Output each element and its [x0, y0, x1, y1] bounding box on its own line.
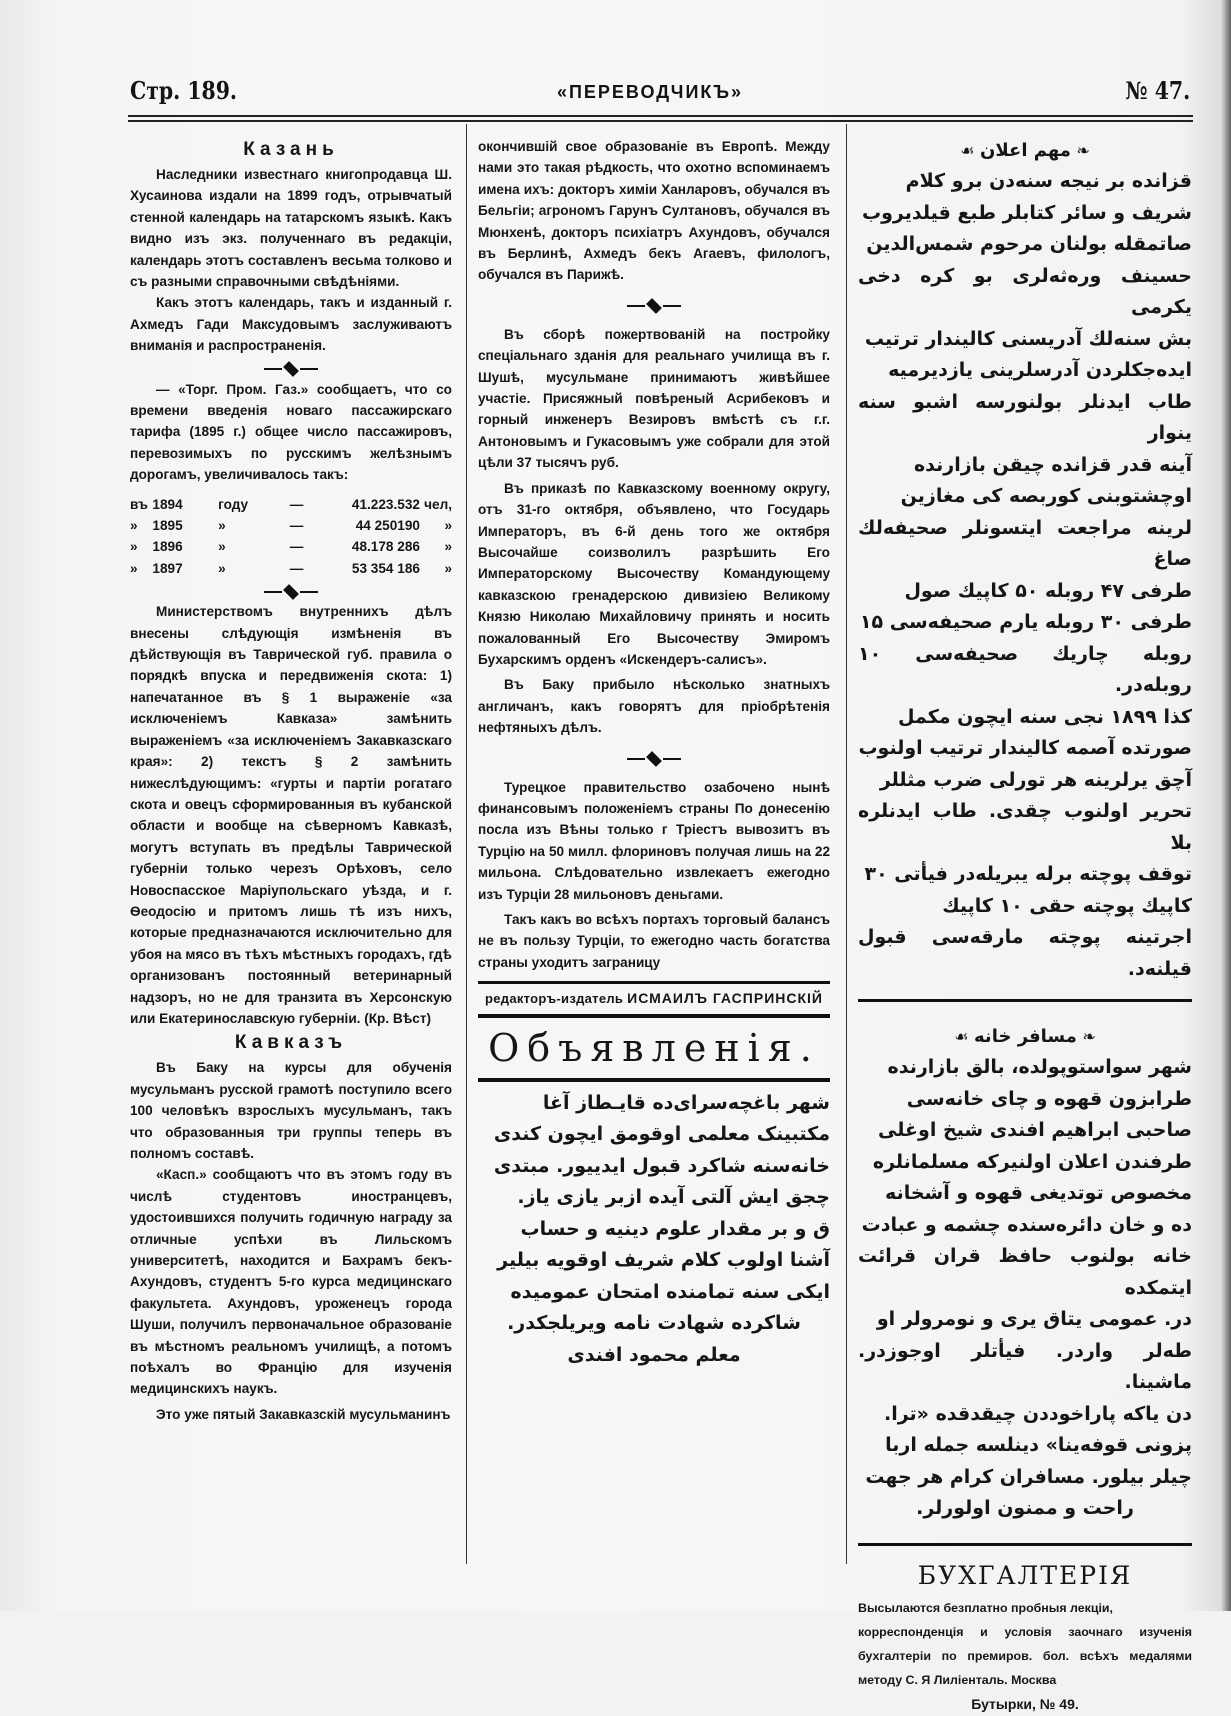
paragraph-continuation: окончившій свое образованіе въ Европѣ. Между нами это такая рѣдкость, что охотно вспоминаемъ имена ихъ: докторъ химіи Ханларовъ, обучался въ Бельгіи; агрономъ Гарунъ Султановъ, обучался въ Мюнхенѣ, докторъ психіатръ Ахундовъ, обучался въ Берлинѣ, Ахмедъ бекъ Агаевъ, филологъ, обучался въ Парижѣ.: [478, 139, 830, 283]
arabic-notice-calendar: [858, 136, 1192, 985]
section-heading-kazan: Казань: [243, 139, 339, 160]
notice-heading-text: مهم اعلان: [980, 140, 1071, 161]
arabic-line: صورتده آصمه کالیندار ترتیب اولنوب: [858, 737, 1192, 759]
arabic-line: کاپیك پوچته حقی ۱۰ کاپیك: [942, 894, 1192, 917]
arabic-line: صاتمقله بولنان مرحوم شمس‌الدین: [866, 233, 1192, 255]
editor-label: редакторъ-издатель: [485, 991, 624, 1007]
masthead-rule-top: [128, 115, 1193, 117]
stats-lead: »: [130, 560, 138, 576]
paragraph: «Касп.» сообщаютъ что въ этомъ году въ числѣ студентовъ иностранцевъ, удостоившихся получить годичную награду за отличные успѣхи въ Лильскомъ университетѣ, находится и Бахрамъ бекъ-Ахундовъ, студентъ 5-го курса медицинскаго факультета. Ахундовъ, уроженецъ города Шуши, получилъ первоначальное образованіе въ мѣстномъ реальномъ училищѣ, а потомъ поѣхалъ во Францію для изученія медицинскихъ наукъ.: [130, 1167, 452, 1397]
stats-lead: »: [130, 518, 138, 534]
arabic-line: صاحبی ابراهیم افندی شیخ اوغلی: [878, 1119, 1192, 1141]
arabic-line: حسینف وره‌ثه‌لری بو کره دخی یکرمی: [858, 264, 1192, 318]
stats-unit: »: [218, 560, 226, 576]
arabic-line: مخصوص توتدیغی قهوه و آشخانه: [885, 1182, 1192, 1204]
stats-year: 1894: [152, 496, 183, 512]
ad-text: Высылаются безплатно пробныя лекціи,: [858, 1600, 1113, 1615]
stats-lead: въ: [130, 496, 148, 512]
column-divider-right: [846, 124, 847, 1564]
notice-heading: [858, 136, 1192, 166]
paragraph: Турецкое правительство озабочено нынѣ финансовымъ положеніемъ страны По донесенію посла изъ Вѣны только г Тріестъ вывозитъ въ Турцію на 50 милл. флориновъ получая лишь на 22 мильона. Слѣдовательно извлекаетъ ежегодно изъ Турціи 28 мильоновъ деньгами.: [478, 779, 830, 902]
arabic-line: شهر سواستوپولده، بالق بازارنده: [887, 1056, 1192, 1078]
ornament-icon: ☙: [960, 141, 981, 160]
ornament-divider: [130, 357, 452, 379]
article-kazan: [130, 136, 452, 357]
notice-heading-text: مسافر خانه: [974, 1026, 1077, 1047]
paragraph: — «Торг. Пром. Газ.» сообщаетъ, что со времени введенія новаго пассажирскаго тарифа (1895 г.) общее число пассажировъ, перевозимыхъ по русскимъ желѣзнымъ дорогамъ, увеличивалось такъ:: [130, 381, 452, 483]
paragraph: Какъ этотъ календарь, такъ и изданный г. Ахмедъ Гади Максудовымъ заслуживаютъ вниманія и распространенія.: [130, 295, 452, 354]
scan-edge-shadow: [1221, 0, 1231, 1611]
stats-dash: —: [289, 539, 304, 555]
stats-year: 1896: [152, 539, 183, 555]
column-divider-left: [466, 124, 467, 1564]
newspaper-title: «ПЕРЕВОДЧИКЪ»: [556, 82, 744, 102]
arabic-line: ایده‌جکلردن آدرسلرینی یازدیرمیه: [888, 359, 1192, 381]
stats-dash: —: [289, 518, 304, 534]
stats-value: 48.178 286: [351, 539, 420, 555]
arabic-line: ق و بر مقدار علوم دینیه و حساب: [520, 1217, 830, 1240]
rule: [858, 999, 1192, 1002]
arabic-line: تحریر اولنوب چقدی. طاب ایدنلره بلا: [858, 800, 1192, 854]
arabic-line: مکتبینک معلمی اوقومق ایچون کندی: [493, 1123, 830, 1146]
paragraph: Въ Баку на курсы для обученія мусульманъ русской грамотѣ поступило всего 100 человѣкъ взрослыхъ мусульманъ, такъ что образованныя три группы теперь въ полномъ составѣ.: [130, 1060, 452, 1161]
ornament-icon: ❧: [1070, 141, 1090, 160]
stats-row: [130, 515, 452, 536]
stats-value: 53 354 186: [351, 560, 420, 576]
stats-value: 44 250190: [355, 518, 420, 534]
arabic-line: شریف و سائر کتابلر طبع قیلدیروب: [862, 201, 1192, 224]
rule: [858, 1543, 1192, 1546]
rule: [478, 1078, 830, 1082]
arabic-line: طرابزون قهوه و چای خانه‌سی: [906, 1087, 1192, 1110]
arabic-line: بش سنه‌لك آدریسنی کالیندار ترتیب: [864, 327, 1192, 350]
stats-unit: году: [218, 496, 249, 512]
page-number: Стр. 189.: [130, 76, 238, 105]
arabic-notice-inn: [858, 1022, 1192, 1525]
rule: [478, 981, 830, 984]
article-ministry: [130, 601, 452, 1029]
arabic-line: طرفندن اعلان اولنیرکه مسلمانلره: [872, 1150, 1192, 1173]
arabic-line: چیلر بیلور. مسافران کرام هر جهت: [865, 1465, 1192, 1488]
paragraph: Въ сборѣ пожертвованій на постройку спеціальнаго зданія для реальнаго училища въ г. Шушѣ, мусульмане принимаютъ живѣйшее участіе. Присяжный повѣреный Асрибековъ и горный инженеръ Везировъ вмѣстѣ съ г.г. Антоновымъ и Гукасовымъ уже собрали для этой цѣли 37 тысячъ руб.: [478, 326, 830, 471]
arabic-line: کذا ۱۸۹۹ نجی سنه ایچون مکمل: [898, 705, 1192, 728]
stats-unit: »: [218, 518, 226, 534]
arabic-line: طرفی ۳۰ روبله یارم صحیفه‌سی ۱۵: [859, 611, 1192, 633]
arabic-line: اجرتینه پوچته مارقه‌سی قبول قیلنه‌د.: [858, 926, 1192, 980]
paragraph: Такъ какъ во всѣхъ портахъ торговый балансъ не въ пользу Турціи, то ежегодно часть богатства страны уходитъ заграницу: [478, 912, 830, 970]
stats-value: 41.223.532: [351, 496, 420, 512]
arabic-line: ایکی سنه تمامنده امتحان عمومیده: [510, 1280, 830, 1303]
arabic-line: چجق ایش آلتی آیده ازبر یازی یاز.: [517, 1186, 830, 1209]
stats-suffix: »: [444, 539, 452, 555]
ornament-divider: [130, 579, 452, 601]
arabic-line: خانه بولنوب حافظ قران قرائت ایتمکده: [858, 1245, 1192, 1299]
notice-heading: [858, 1022, 1192, 1052]
rule: [478, 1014, 830, 1018]
issue-number: № 47.: [1125, 76, 1190, 105]
arabic-line: خانه‌سنه شاکرد قبول ایدییور. مبتدی: [493, 1154, 830, 1177]
stats-row: [130, 558, 452, 579]
masthead-rule-bottom: [128, 120, 1193, 122]
ad-address: Бутырки, № 49.: [971, 1695, 1079, 1712]
arabic-line: طرفی ۴۷ روبله ۵۰ کاپیك صول: [904, 579, 1192, 602]
ad-text: корреспонденція и условія заочнаго изученія бухгалтеріи по премиров. бол. всѣхъ медалями методу С. Я Лиліенталь. Москва: [858, 1624, 1192, 1687]
arabic-line: پزونی قوفه‌ینا» دینلسه جمله اربا: [885, 1434, 1192, 1456]
stats-dash: —: [289, 560, 304, 576]
stats-row: [130, 536, 452, 557]
arabic-line: اوچشتوبنی کوربصه کی مغازین: [900, 485, 1192, 507]
stats-suffix: »: [444, 518, 452, 534]
ornament-divider: [478, 747, 830, 769]
arabic-line: قزانده بر نیجه سنه‌دن برو کلام: [905, 170, 1192, 192]
arabic-line: دن یاکه پاراخوددن چیقدقده «ترا.: [884, 1402, 1192, 1425]
stats-year: 1897: [152, 560, 183, 576]
ornament-icon: ❧: [1076, 1027, 1096, 1046]
ornament-divider: [478, 294, 830, 316]
arabic-line: آشنا اولوب کلام شریف اوقویه بیلیر: [497, 1249, 830, 1272]
column-middle: [478, 136, 830, 1371]
stats-unit: »: [218, 539, 226, 555]
arabic-line: راحت و ممنون اولورلر.: [916, 1497, 1134, 1519]
paragraph: Въ Баку прибыло нѣсколько знатныхъ англичанъ, какъ говорятъ для пріобрѣтенія нефтяныхъ дѣлъ.: [478, 677, 830, 736]
arabic-line: در. عمومی یتاق یری و نومرولر او: [876, 1308, 1192, 1330]
arabic-advertisement: [478, 1088, 830, 1372]
column-right: [858, 136, 1192, 1716]
arabic-line: شاکرده شهادت نامه ویریلجکدر.: [507, 1312, 801, 1335]
paragraph: Министерствомъ внутреннихъ дѣлъ внесены слѣдующія измѣненія въ дѣйствующія въ Таврической губ. правила о порядкѣ впуска и передвиженія скота: 1) напечатанное въ § 1 выраженіе «за исключеніемъ Кавказа» замѣнить выраженіемъ «за исключеніемъ Закавказскаго края»: 2) текстъ § 2 замѣнить нижеслѣдующимъ: «гурты и партіи рогатаго скота и овецъ сформированныя въ кубанской области и вообще на сѣверномъ Кавказѣ, могутъ вступать въ предѣлы Таврической губерніи только черезъ Орѣховъ, село Новоспасское Маріупольскаго уѣзда, и г. Ѳеодосію и притомъ лишь тѣ изъ нихъ, которые предназначаются исключительно для убоя на мясо въ тѣхъ мѣстныхъ городахъ, гдѣ организованъ постоянный ветеринарный надзоръ, но не для транзита въ Херсонскую или Екатеринославскую губерніи. (Кр. Вѣст): [130, 604, 452, 1026]
arabic-line: آینه قدر قزانده چیقن بازارنده: [913, 453, 1192, 476]
arabic-line: توقف پوچته برله یبریله‌در فیأتی ۳۰: [864, 863, 1192, 885]
stats-lead: »: [130, 539, 138, 555]
arabic-line: آچق یرلرینه هر تورلی ضرب مثللر: [879, 768, 1192, 791]
arabic-line: روبله چاریك صحیفه‌سی ۱۰ روبله‌در.: [858, 642, 1192, 696]
stats-dash: —: [289, 496, 304, 512]
arabic-line: ده و خان دائره‌سنده چشمه و عبادت: [861, 1213, 1192, 1236]
arabic-line: شهر باغچه‌سرای‌ده قایـطاز آغا: [542, 1091, 830, 1114]
stats-year: 1895: [152, 518, 183, 534]
paragraph: Это уже пятый Закавказскій мусульманинъ: [156, 1406, 451, 1422]
article-kavkaz: [130, 1029, 452, 1425]
stats-suffix: чел,: [424, 496, 452, 512]
stats-row: [130, 494, 452, 515]
article-railways: [130, 379, 452, 580]
advertisements-heading: Объявленія.: [488, 1025, 820, 1070]
accounting-advertisement: [858, 1556, 1192, 1716]
masthead: [130, 76, 1190, 106]
stats-suffix: »: [444, 560, 452, 576]
arabic-line: لرینه مراجعت ایتسونلر صحیفه‌لك صاغ: [858, 516, 1192, 570]
passenger-stats-table: [130, 494, 452, 580]
paragraph: Въ приказѣ по Кавказскому военному округу, отъ 31-го октября, объявлено, что Государь Императоръ, въ 6-й день того же октября Высочайше соизволилъ разрѣшить Его Императорскому Высочеству Командующему кавказскою гренадерскою дивизіею Великому Князю Николаю Михайловичу принять и носить пожалованный Его Высочеству Эмиромъ Бухарскимъ орденъ «Искендеръ-салисъ».: [478, 480, 830, 667]
ornament-icon: ☙: [954, 1027, 975, 1046]
column-left: [130, 136, 452, 1425]
arabic-signature: معلم محمود افندی: [567, 1343, 741, 1366]
editor-credit: [478, 988, 830, 1009]
arabic-line: طاب ایدنلر بولنورسه اشبو سنه ینوار: [858, 390, 1192, 444]
editor-name: ИСМАИЛЪ ГАСПРИНСКІЙ: [627, 990, 823, 1007]
arabic-line: طه‌لر واردر. فیأتلر اوجوزدر. ماشینا.: [858, 1339, 1192, 1393]
ad-title: БУХГАЛТЕРІЯ: [917, 1560, 1133, 1590]
paragraph: Наследники известнаго книгопродавца Ш. Хусаинова издали на 1899 годъ, отрывчатый стенной календарь на татарскомъ языкѣ. Какъ видно изъ экз. полученнаго въ редакціи, календарь этотъ составленъ весьма толково и съ разными справочными свѣдѣніями.: [130, 167, 452, 290]
section-heading-kavkaz: Кавказъ: [234, 1032, 348, 1054]
